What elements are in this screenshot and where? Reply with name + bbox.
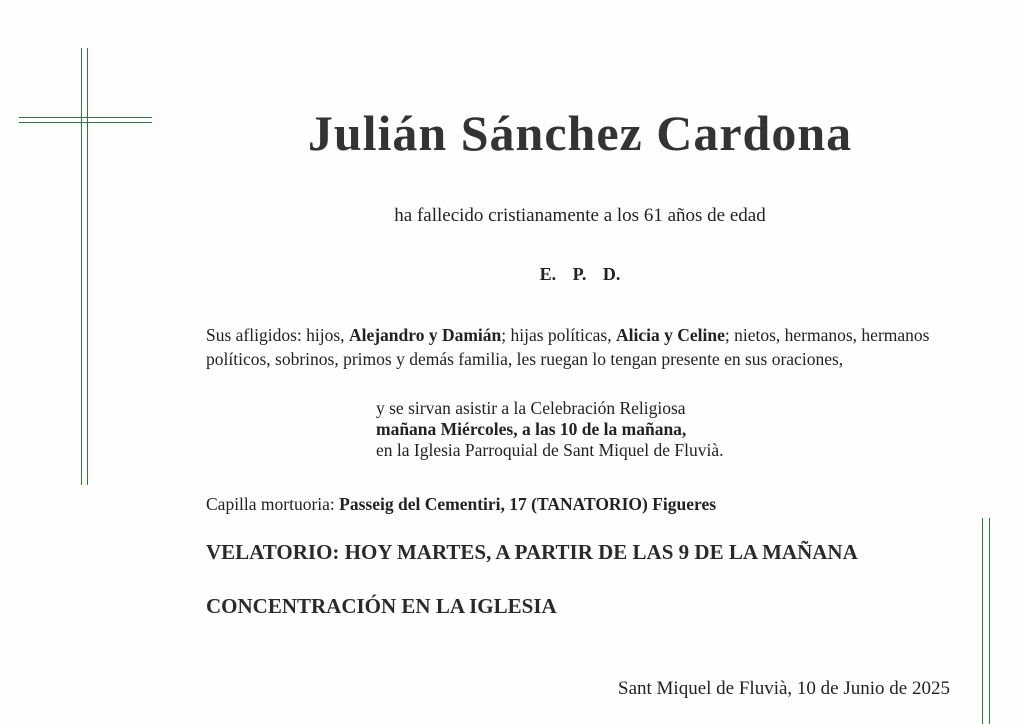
ceremony-line-2: mañana Miércoles, a las 10 de la mañana,: [376, 419, 687, 439]
mourners-text-3: ; nietos, hermanos, hermanos políticos, sobrinos, primos y demás familia, les ruegan lo tengan presente en sus oraciones,: [206, 325, 930, 369]
mourners-paragraph: [206, 323, 966, 371]
ceremony-line-1: y se sirvan asistir a la Celebración Religiosa: [376, 398, 686, 418]
deceased-name: Julián Sánchez Cardona: [307, 105, 853, 161]
place-and-date: Sant Miquel de Fluvià, 10 de Junio de 2025: [618, 678, 950, 699]
ceremony-line-3: en la Iglesia Parroquial de Sant Miquel de Fluvià.: [376, 440, 724, 460]
wake-notice: VELATORIO: HOY MARTES, A PARTIR DE LAS 9 DE LA MAÑANA: [206, 540, 858, 564]
decorative-double-line: [982, 518, 990, 724]
gathering-notice: CONCENTRACIÓN EN LA IGLESIA: [206, 594, 557, 618]
chapel-label: Capilla mortuoria:: [206, 494, 340, 514]
ceremony-block: [376, 398, 724, 461]
age-statement: ha fallecido cristianamente a los 61 años de edad: [394, 205, 766, 226]
mourners-text-1: Sus afligidos: hijos,: [206, 325, 349, 345]
chapel-line: [206, 494, 716, 515]
daughters-in-law-names: Alicia y Celine: [615, 325, 725, 345]
mourners-text-2: ; hijas políticas,: [501, 325, 616, 345]
epd-inscription: E. P. D.: [539, 264, 621, 284]
sons-names: Alejandro y Damián: [348, 325, 502, 345]
chapel-address: Passeig del Cementiri, 17 (TANATORIO) Figueres: [339, 494, 717, 514]
